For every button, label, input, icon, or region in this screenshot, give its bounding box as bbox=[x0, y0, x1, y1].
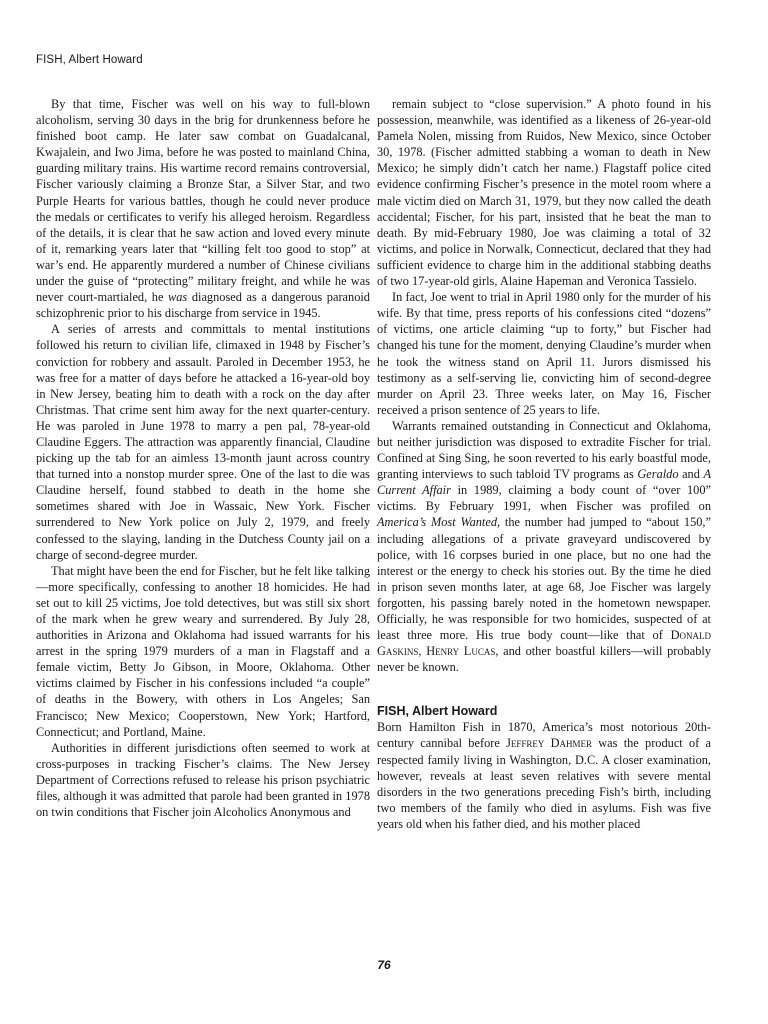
right-column bbox=[377, 96, 711, 832]
text-run: and bbox=[678, 467, 704, 482]
text-run: Authorities in different jurisdictions often seemed to work at cross-purposes in tracking Fischer’s claims. The New Jersey Department of Corrections refused to release his prison psychiatric files, although it was admitted that parole had been granted in 1978 on twin conditions that Fischer join Alcoholics Anonymous and bbox=[36, 740, 370, 820]
text-run: In fact, Joe went to trial in April 1980 only for the murder of his wife. By that time, press reports of his confessions cited “dozens” of victims, one article claiming “up to forty,” but Fischer had changed his tune for the moment, denying Claudine’s murder when he took the witness stand on April 11. Jurors dismissed his testimony as a self-serving lie, convicting him of second-degree murder on April 23. Three weeks later, on May 16, Fischer received a prison sentence of 25 years to life. bbox=[377, 290, 711, 417]
text-run: was the product of a respected family living in Washington, D.C. A closer examination, however, reveals at least seven relatives with severe mental disorders in the two generations preceding Fish’s birth, including two members of the family who died in asylums. Fish was five years old when his father died, and his mother placed bbox=[377, 736, 711, 831]
paragraph bbox=[377, 418, 711, 676]
italic-title: was bbox=[168, 290, 188, 305]
cross-reference: Jeffrey Dahmer bbox=[506, 736, 593, 751]
text-run: That might have been the end for Fischer, but he felt like talking—more specifically, confessing to another 18 homicides. He had set out to kill 25 victims, Joe told detectives, but was still six short of the mark when he grew weary and surrendered. By July 28, authorities in Arizona and Oklahoma had issued warrants for his arrest in the spring 1979 murders of a man in Flagstaff and a female victim, Betty Jo Gibson, in Moore, Oklahoma. Other victims claimed by Fischer in his confessions included “a couple” of deaths in the Bowery, with others in Los Angeles; San Francisco; New Mexico; Cooperstown, New York; Hartford, Connecticut; and Portland, Maine. bbox=[36, 563, 370, 739]
italic-title: Geraldo bbox=[637, 467, 679, 482]
cross-reference: Henry Lucas bbox=[426, 644, 496, 659]
left-column bbox=[36, 96, 370, 820]
paragraph bbox=[36, 740, 370, 820]
text-run: in 1989, claiming a body count of “over 100” victims. By February 1991, when Fischer was profiled on bbox=[377, 483, 711, 514]
paragraph bbox=[377, 289, 711, 418]
text-run: By that time, Fischer was well on his way to full-blown alcoholism, serving 30 days in the brig for drunkenness before he finished boot camp. He later saw combat on Guadalcanal, Kwajalein, and Iwo Jima, before he was posted to mainland China, guarding military trains. His wartime record remains controversial, Fischer variously claiming a Bronze Star, a Silver Star, and two Purple Hearts for various battles, though he could never produce the medals or certificates to verify his alleged heroism. Regardless of the details, it is clear that he saw action and loved every minute of it, remarking years later that “killing felt too good to stop” at war’s end. He apparently murdered a number of Chinese civilians under the guise of “protecting” military freight, and while he was never court-martialed, he bbox=[36, 97, 370, 305]
paragraph bbox=[36, 321, 370, 562]
text-run: , bbox=[418, 644, 427, 659]
paragraph bbox=[377, 719, 711, 832]
cross-reference: Donald Gaskins bbox=[377, 628, 711, 659]
text-run: A series of arrests and committals to mental institutions followed his return to civilian life, climaxed in 1948 by Fischer’s conviction for robbery and assault. Paroled in December 1953, he was free for a matter of days before he attacked a 16-year-old boy in New Jersey, beating him to death with a rock on the day after Christmas. That crime sent him away for the next quarter-century. He was paroled in June 1978 to marry a pen pal, 78-year-old Claudine Eggers. The attraction was apparently financial, Claudine picking up the tab for an aimless 13-month jaunt across country that turned into a nonstop murder spree. One of the last to die was Claudine herself, found stabbed to death in the home she sometimes shared with Joe in Wassaic, New York. Fischer surrendered to New York police on July 2, 1979, and freely confessed to the slaying, landing in the Dutchess County jail on a charge of second-degree murder. bbox=[36, 322, 370, 562]
entry-body bbox=[377, 719, 711, 832]
text-run: remain subject to “close supervision.” A photo found in his possession, meanwhile, was identified as a likeness of 26-year-old Pamela Nolen, missing from Ruidos, New Mexico, since October 30, 1978. (Fischer admitted stabbing a woman to death in New Mexico; he simply didn’t catch her name.) Flagstaff police cited evidence confirming Fischer’s presence in the motel room where a male victim died on March 31, 1979, but they now called the death accidental; Fischer, for his part, insisted that he beat the man to death. By mid-February 1980, Joe was claiming a total of 32 victims, and police in Norwalk, Connecticut, declared that they had sufficient evidence to charge him in the additional stabbing deaths of two 17-year-old girls, Alaine Hapeman and Veronica Tassielo. bbox=[377, 97, 711, 289]
italic-title: A Current Affair bbox=[377, 467, 711, 498]
right-column-text bbox=[377, 96, 711, 675]
paragraph bbox=[36, 563, 370, 740]
italic-title: America’s Most Wanted, bbox=[377, 515, 501, 530]
paragraph bbox=[377, 96, 711, 289]
running-head: FISH, Albert Howard bbox=[36, 54, 143, 66]
paragraph bbox=[36, 96, 370, 321]
text-run: the number had jumped to “about 150,” including allegations of a private graveyard undiscovered by police, with 16 corpses buried in one place, but no one had the interest or the energy to check his stories out. By the time he died in prison seven months later, at age 68, Joe Fischer was largely forgotten, his passing barely noted in the hometown newspaper. Officially, he was responsible for two homicides, suspected of at least three more. His true body count—like that of bbox=[377, 515, 711, 643]
text-run: Born Hamilton Fish in 1870, America’s most notorious 20th-century cannibal before bbox=[377, 720, 711, 751]
page-number: 76 bbox=[377, 958, 391, 972]
entry-heading: FISH, Albert Howard bbox=[377, 704, 498, 719]
text-run: Warrants remained outstanding in Connecticut and Oklahoma, but neither jurisdiction was disposed to extradite Fischer for trial. Confined at Sing Sing, he soon reverted to his early boastful mode, granting interviews to such tabloid TV programs as bbox=[377, 418, 711, 482]
text-run: diagnosed as a dangerous paranoid schizophrenic prior to his discharge from service in 1945. bbox=[36, 290, 370, 321]
text-run: , and other boastful killers—will probably never be known. bbox=[377, 644, 711, 675]
